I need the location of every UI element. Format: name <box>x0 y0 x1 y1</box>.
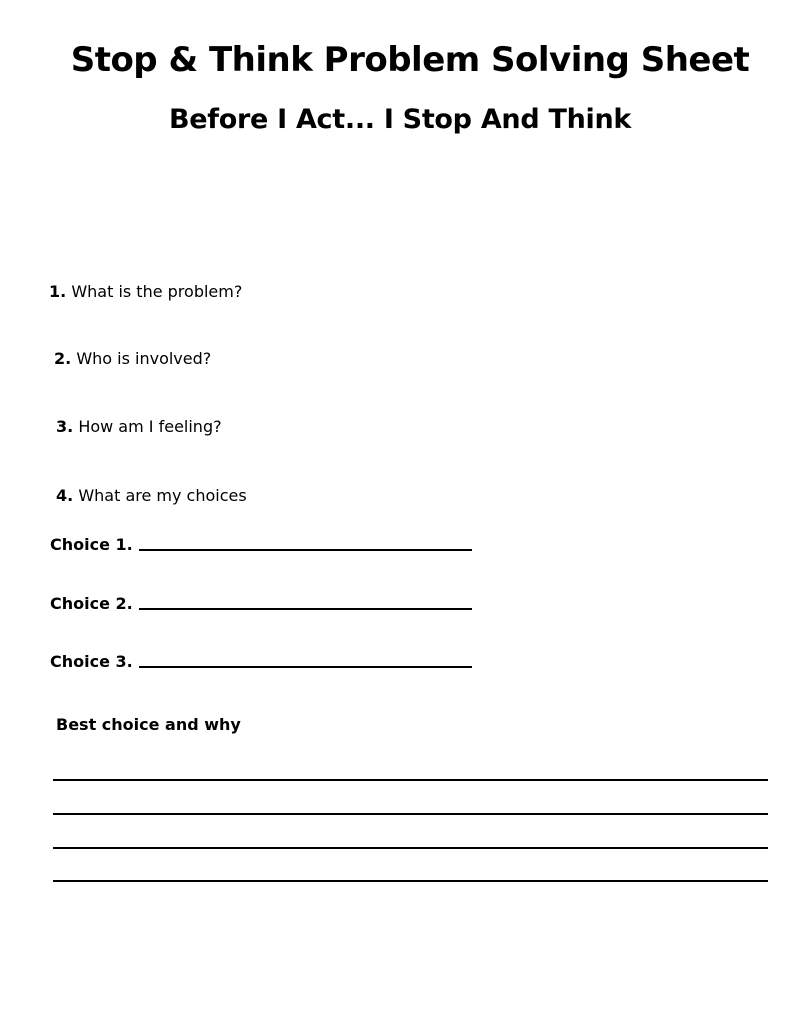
question-number: 4. <box>56 486 74 505</box>
best-choice-answer-line-3[interactable] <box>53 847 768 849</box>
question-4 <box>56 486 247 505</box>
choice-3-answer-line[interactable] <box>139 666 472 668</box>
page-title: Stop & Think Problem Solving Sheet <box>70 40 750 80</box>
best-choice-answer-line-2[interactable] <box>53 813 768 815</box>
question-text: What is the problem? <box>71 282 243 301</box>
best-choice-answer-line-4[interactable] <box>53 880 768 882</box>
question-text: Who is involved? <box>76 349 212 368</box>
question-text: How am I feeling? <box>78 417 222 436</box>
question-number: 1. <box>49 282 67 301</box>
best-choice-label: Best choice and why <box>56 715 241 734</box>
question-3 <box>56 417 222 436</box>
choice-row-2 <box>50 594 472 613</box>
question-number: 2. <box>54 349 72 368</box>
question-text: What are my choices <box>78 486 247 505</box>
choice-label: Choice 3. <box>50 652 133 671</box>
question-number: 3. <box>56 417 74 436</box>
question-1 <box>49 282 242 301</box>
choice-1-answer-line[interactable] <box>139 549 472 551</box>
choice-row-3 <box>50 652 472 671</box>
choice-2-answer-line[interactable] <box>139 608 472 610</box>
choice-label: Choice 1. <box>50 535 133 554</box>
best-choice-answer-line-1[interactable] <box>53 779 768 781</box>
choice-row-1 <box>50 535 472 554</box>
choice-label: Choice 2. <box>50 594 133 613</box>
page-subtitle: Before I Act... I Stop And Think <box>169 104 632 135</box>
question-2 <box>54 349 211 368</box>
